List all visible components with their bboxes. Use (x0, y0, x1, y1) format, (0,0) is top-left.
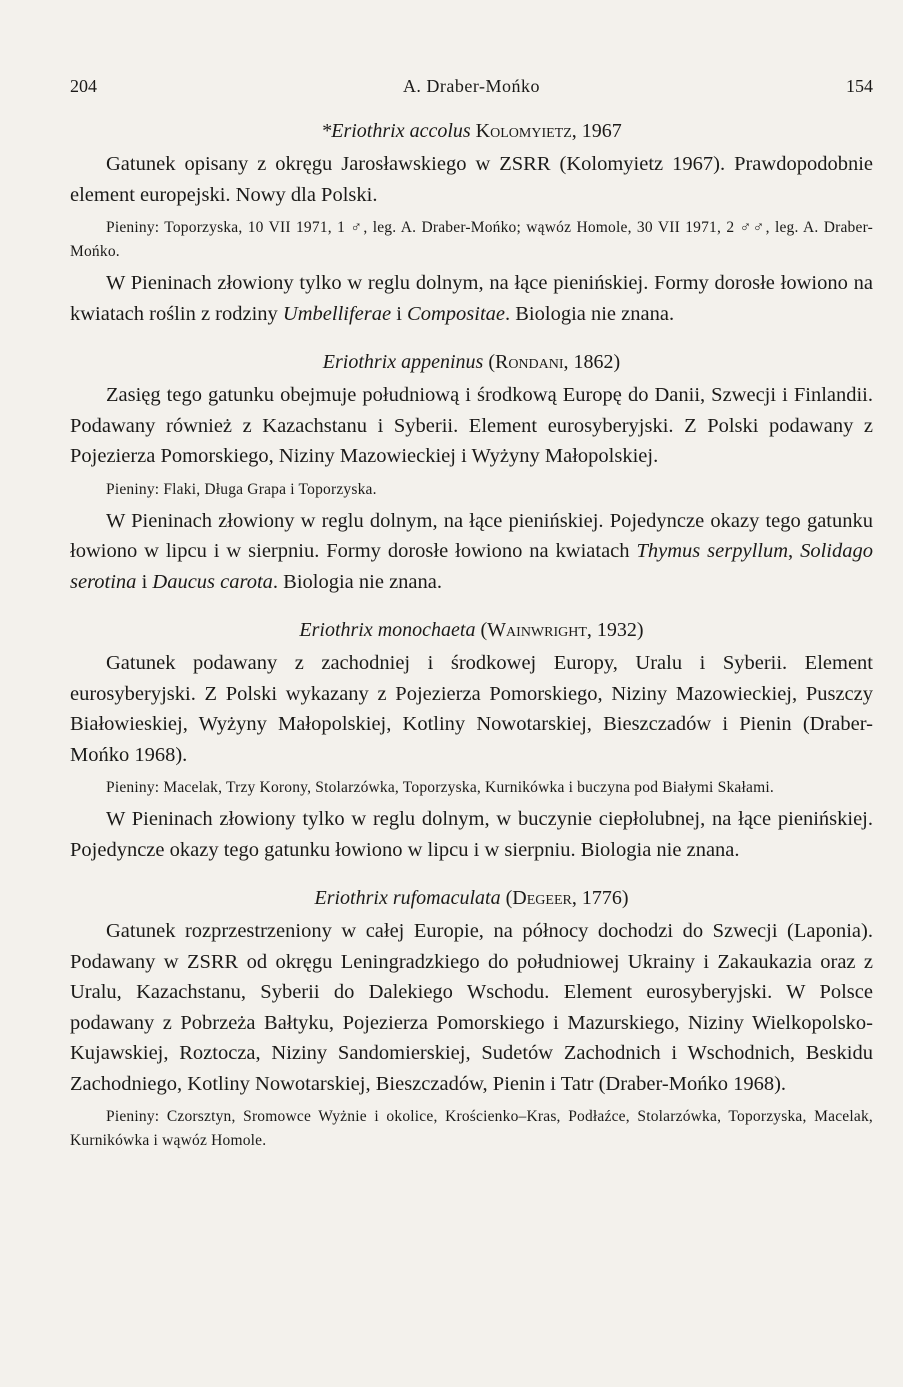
species-year: , 1932) (586, 619, 644, 641)
species-author: Kolomyietz (475, 120, 572, 142)
text-run: W Pieninach złowiony tylko w reglu dolnym, na łące pienińskiej. Formy dorosłe łowiono na kwiatach roślin z rodziny (70, 272, 873, 325)
paren-open: ( (475, 619, 488, 641)
species-heading (70, 619, 873, 642)
species-name: Eriothrix appeninus (322, 351, 484, 373)
species-section-rufomaculata (70, 887, 873, 1153)
text-run: . Biologia nie znana. (505, 302, 675, 325)
ecology-paragraph: W Pieninach złowiony tylko w reglu dolnym, w buczynie ciepłolubnej, na łące pienińskiej. Pojedyncze okazy tego gatunku łowiono w lipcu i w sierpniu. Biologia nie znana. (70, 808, 873, 861)
species-name: Eriothrix rufomaculata (314, 887, 501, 909)
locality-record: Pieniny: Toporzyska, 10 VII 1971, 1 ♂, leg. A. Draber-Mońko; wąwóz Homole, 30 VII 1971, 2 ♂♂, leg. A. Draber-Mońko. (70, 219, 873, 260)
distribution-paragraph: Zasięg tego gatunku obejmuje południową i środkową Europę do Danii, Szwecji i Finlandii. Podawany również z Kazachstanu i Syberii. Element eurosyberyjski. Z Polski podawany z Pojezierza Pomorskiego, Niziny Mazowieckiej i Wyżyny Małopolskiej. (70, 384, 873, 467)
text-run: , (788, 540, 801, 562)
distribution-paragraph: Gatunek podawany z zachodniej i środkowej Europy, Uralu i Syberii. Element eurosyberyjski. Z Polski wykazany z Pojezierza Pomorskiego, Niziny Mazowieckiej, Puszczy Białowieskiej, Wyżyny Małopolskiej, Kotliny Nowotarskiej, Bieszczadów i Pienin (Draber-Mońko 1968). (70, 652, 873, 766)
page-number-left: 204 (70, 76, 97, 96)
paren-open: ( (483, 351, 495, 373)
species-author: Degeer (512, 887, 572, 909)
text-run: . Biologia nie znana. (272, 570, 442, 593)
species-heading (70, 351, 873, 374)
page-number-right: 154 (846, 76, 873, 96)
species-heading (70, 120, 873, 143)
text-run: i (391, 302, 408, 325)
locality-record: Pieniny: Czorsztyn, Sromowce Wyżnie i okolice, Krościenko–Kras, Podłaźce, Stolarzówka, Toporzyska, Macelak, Kurnikówka i wąwóz Homole. (70, 1108, 873, 1149)
text-run: i (136, 570, 153, 593)
species-name: Eriothrix accolus (331, 120, 471, 142)
running-author: A. Draber-Mońko (402, 76, 541, 96)
species-heading (70, 887, 873, 910)
taxon-name: Solidago serotina (70, 540, 874, 593)
species-section-appeninus (70, 351, 873, 597)
locality-record: Pieniny: Macelak, Trzy Korony, Stolarzówka, Toporzyska, Kurnikówka i buczyna pod Białymi Skałami. (106, 779, 774, 796)
species-section-accolus (70, 120, 873, 329)
species-year: , 1862) (563, 351, 621, 373)
species-author: Rondani (494, 351, 564, 373)
paren-open: ( (500, 887, 513, 909)
species-name: Eriothrix monochaeta (299, 619, 476, 641)
species-section-monochaeta (70, 619, 873, 865)
taxon-name: Daucus carota (152, 570, 273, 593)
text-run: W Pieninach złowiony w reglu dolnym, na łące pienińskiej. Pojedyncze okazy tego gatunku łowiono w lipcu i w sierpniu. Formy dorosłe łowiono na kwiatach (70, 509, 873, 562)
species-year: , 1967 (571, 120, 622, 142)
distribution-paragraph: Gatunek rozprzestrzeniony w całej Europie, na północy dochodzi do Szwecji (Laponia). Podawany w ZSRR od okręgu Leningradzkiego do południowej Ukrainy i Zakaukazia oraz z Uralu, Kazachstanu, Syberii do Dalekiego Wschodu. Element eurosyberyjski. W Polsce podawany z Pobrzeża Bałtyku, Pojezierza Pomorskiego i Mazurskiego, Niziny Wielkopolsko-Kujawskiej, Roztocza, Niziny Sandomierskiej, Sudetów Zachodnich i Wschodnich, Beskidu Zachodniego, Kotliny Nowotarskiej, Bieszczadów, Pienin i Tatr (Draber-Mońko 1968). (70, 920, 873, 1095)
ecology-paragraph (70, 268, 873, 329)
species-author: Wainwright (487, 619, 587, 641)
taxon-name: Compositae (407, 302, 505, 325)
running-header (70, 76, 873, 100)
taxon-name: Umbelliferae (282, 302, 392, 325)
heading-asterisk: * (321, 120, 332, 142)
taxon-name: Thymus serpyllum (636, 540, 789, 562)
distribution-paragraph: Gatunek opisany z okręgu Jarosławskiego w ZSRR (Kolomyietz 1967). Prawdopodobnie element europejski. Nowy dla Polski. (70, 153, 873, 206)
locality-record: Pieniny: Flaki, Długa Grapa i Toporzyska. (106, 480, 377, 498)
ecology-paragraph (70, 506, 873, 598)
page-content (70, 120, 873, 1157)
species-year: , 1776) (571, 887, 629, 909)
